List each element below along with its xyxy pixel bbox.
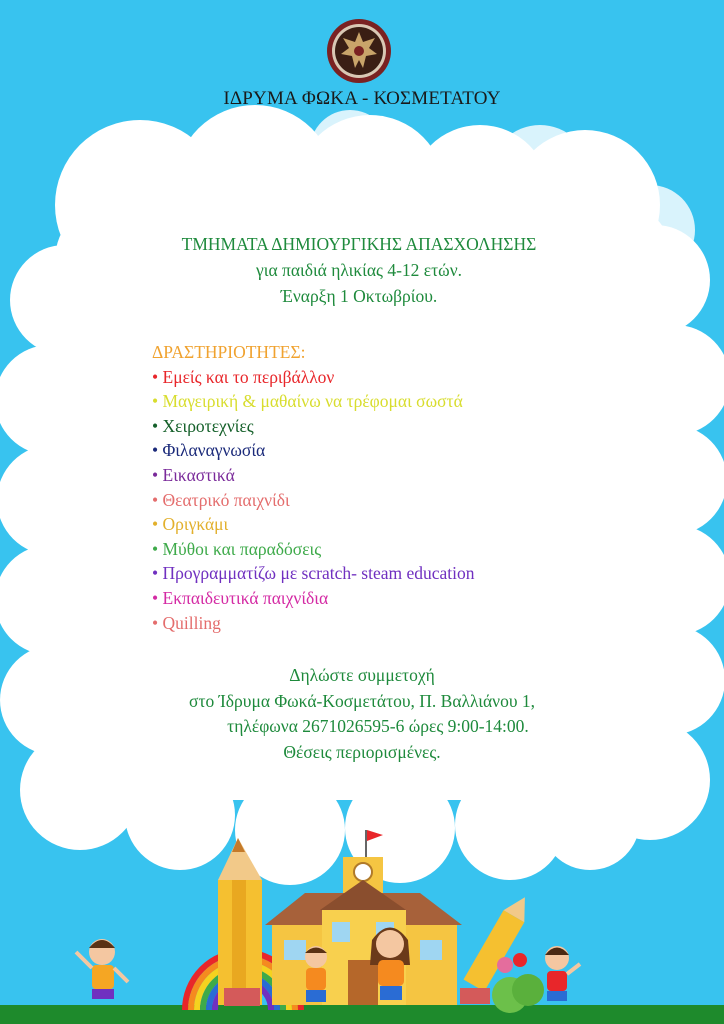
heading-age-range: για παιδιά ηλικίας 4-12 ετών. [256,260,462,280]
registration-limited-spots: Θέσεις περιορισμένες. [283,741,441,762]
toy-block [224,988,260,1006]
registration-address: στο Ίδρυμα Φωκά-Κοσμετάτου, Π. Βαλλιάνου 1, [189,690,535,711]
grass-ground [0,1005,724,1024]
activity-item: • Χειροτεχνίες [152,415,254,436]
activity-item: • Προγραμματίζω με scratch- steam education [152,563,475,584]
heading-title: ΤΜΗΜΑΤΑ ΔΗΜΙΟΥΡΓΙΚΗΣ ΑΠΑΣΧΟΛΗΣΗΣ [181,234,537,254]
activity-item: • Εμείς και το περιβάλλον [152,366,335,387]
foundation-logo-icon [326,18,392,84]
activity-item: • Εικαστικά [152,464,235,485]
activity-item: • Οριγκάμι [152,514,229,535]
registration-call: Δηλώστε συμμετοχή [289,665,435,685]
organization-name: ΙΔΡΥΜΑ ΦΩΚΑ - ΚΟΣΜΕΤΑΤΟΥ [223,88,501,109]
heading-start-date: Έναρξη 1 Οκτωβρίου. [280,286,438,306]
activities-title: ΔΡΑΣΤΗΡΙΟΤΗΤΕΣ: [152,342,306,362]
activity-item: • Μύθοι και παραδόσεις [152,538,322,559]
child-middle-illustration [305,946,327,1002]
activity-item: • Quilling [152,612,221,633]
activity-item: • Φιλαναγνωσία [152,440,266,461]
activity-item: • Εκπαιδευτικά παιχνίδια [152,587,329,608]
registration-info [0,663,724,765]
program-heading [0,231,718,309]
activity-item: • Θεατρικό παιχνίδι [152,489,290,510]
registration-phone-hours: τηλέφωνα 2671026595-6 ώρες 9:00-14:00. [227,716,529,736]
activity-item: • Μαγειρική & μαθαίνω να τρέφομαι σωστά [152,391,463,412]
activities-list [152,340,592,635]
